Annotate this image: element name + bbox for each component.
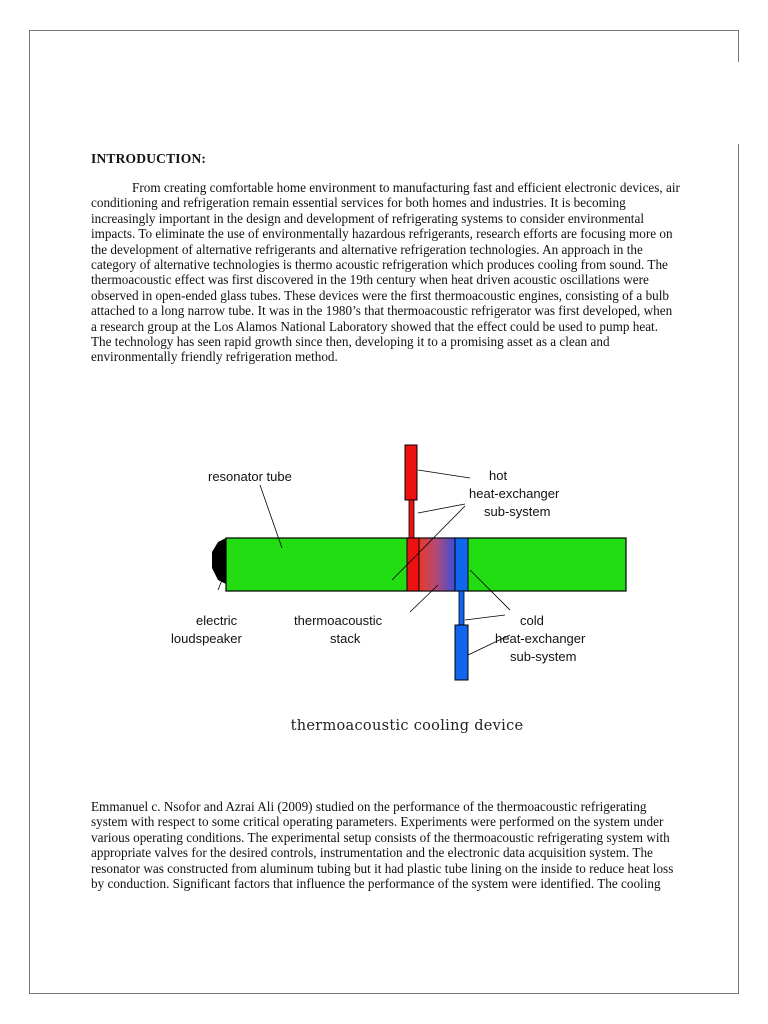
- intro-paragraph: From creating comfortable home environment to manufacturing fast and efficient electronic devices, air conditioning and refrigeration remain essential services for both homes and industries. It is becoming increasingly important in the design and development of refrigerating systems to consider environmental impacts. To eliminate the use of environmentally hazardous refrigerants, research efforts are focusing more on the development of alternative refrigerants and alternative refrigeration technologies. An approach in the category of alternative technologies is thermo acoustic refrigeration which produces cooling from sound. The thermoacoustic effect was first discovered in the 19th century when heat driven acoustic oscillations were observed in open-ended glass tubes. These devices were the first thermoacoustic engines, consisting of a bulb attached to a long narrow tube. It was in the 1980’s that thermoacoustic refrigerator was first developed, when a research group at the Los Alamos National Laboratory showed that the effect could be used to pump heat. The technology has seen rapid growth since then, developing it to a promising asset as a clean and environmentally friendly refrigeration method.: [91, 180, 680, 365]
- label-cold-2: heat-exchanger: [495, 631, 586, 646]
- label-speaker-2: loudspeaker: [171, 631, 242, 646]
- label-resonator-tube: resonator tube: [208, 469, 292, 484]
- label-cold-3: sub-system: [510, 649, 577, 664]
- cold-exchanger-bottom: [455, 625, 468, 680]
- cold-exchanger-stem: [459, 591, 464, 625]
- figure-caption: thermoacoustic cooling device: [290, 718, 524, 734]
- hot-exchanger-plate: [407, 538, 419, 591]
- hot-exchanger-top: [405, 445, 417, 500]
- label-hot-3: sub-system: [484, 504, 551, 519]
- label-stack-1: thermoacoustic: [294, 613, 383, 628]
- section-heading: INTRODUCTION:: [91, 151, 207, 166]
- study-paragraph: Emmanuel c. Nsofor and Azrai Ali (2009) studied on the performance of the thermoacoustic refrigerating system with respect to some critical operating parameters. Experiments were performed on the system under various operating conditions. The experimental setup consists of the thermoacoustic refrigerating system with appropriate valves for the desired controls, instrumentation and the electronic data acquisition system. The resonator was constructed from aluminum tubing but it had plastic tube lining on the inside to reduce heat loss by conduction. Significant factors that influence the performance of the system were identified. The cooling: [91, 799, 674, 892]
- diagram-svg: [160, 440, 630, 690]
- label-hot-1: hot: [489, 468, 508, 483]
- page-edge-bottom: [738, 144, 739, 994]
- thermoacoustic-diagram: [160, 440, 630, 690]
- label-cold-1: cold: [520, 613, 544, 628]
- cold-exchanger-plate: [455, 538, 468, 591]
- thermoacoustic-stack: [419, 538, 455, 591]
- page-edge-top: [738, 30, 739, 62]
- label-stack-2: stack: [330, 631, 361, 646]
- hot-exchanger-stem: [409, 500, 414, 538]
- label-hot-2: heat-exchanger: [469, 486, 560, 501]
- loudspeaker-shape: [212, 538, 226, 584]
- label-speaker-1: electric: [196, 613, 238, 628]
